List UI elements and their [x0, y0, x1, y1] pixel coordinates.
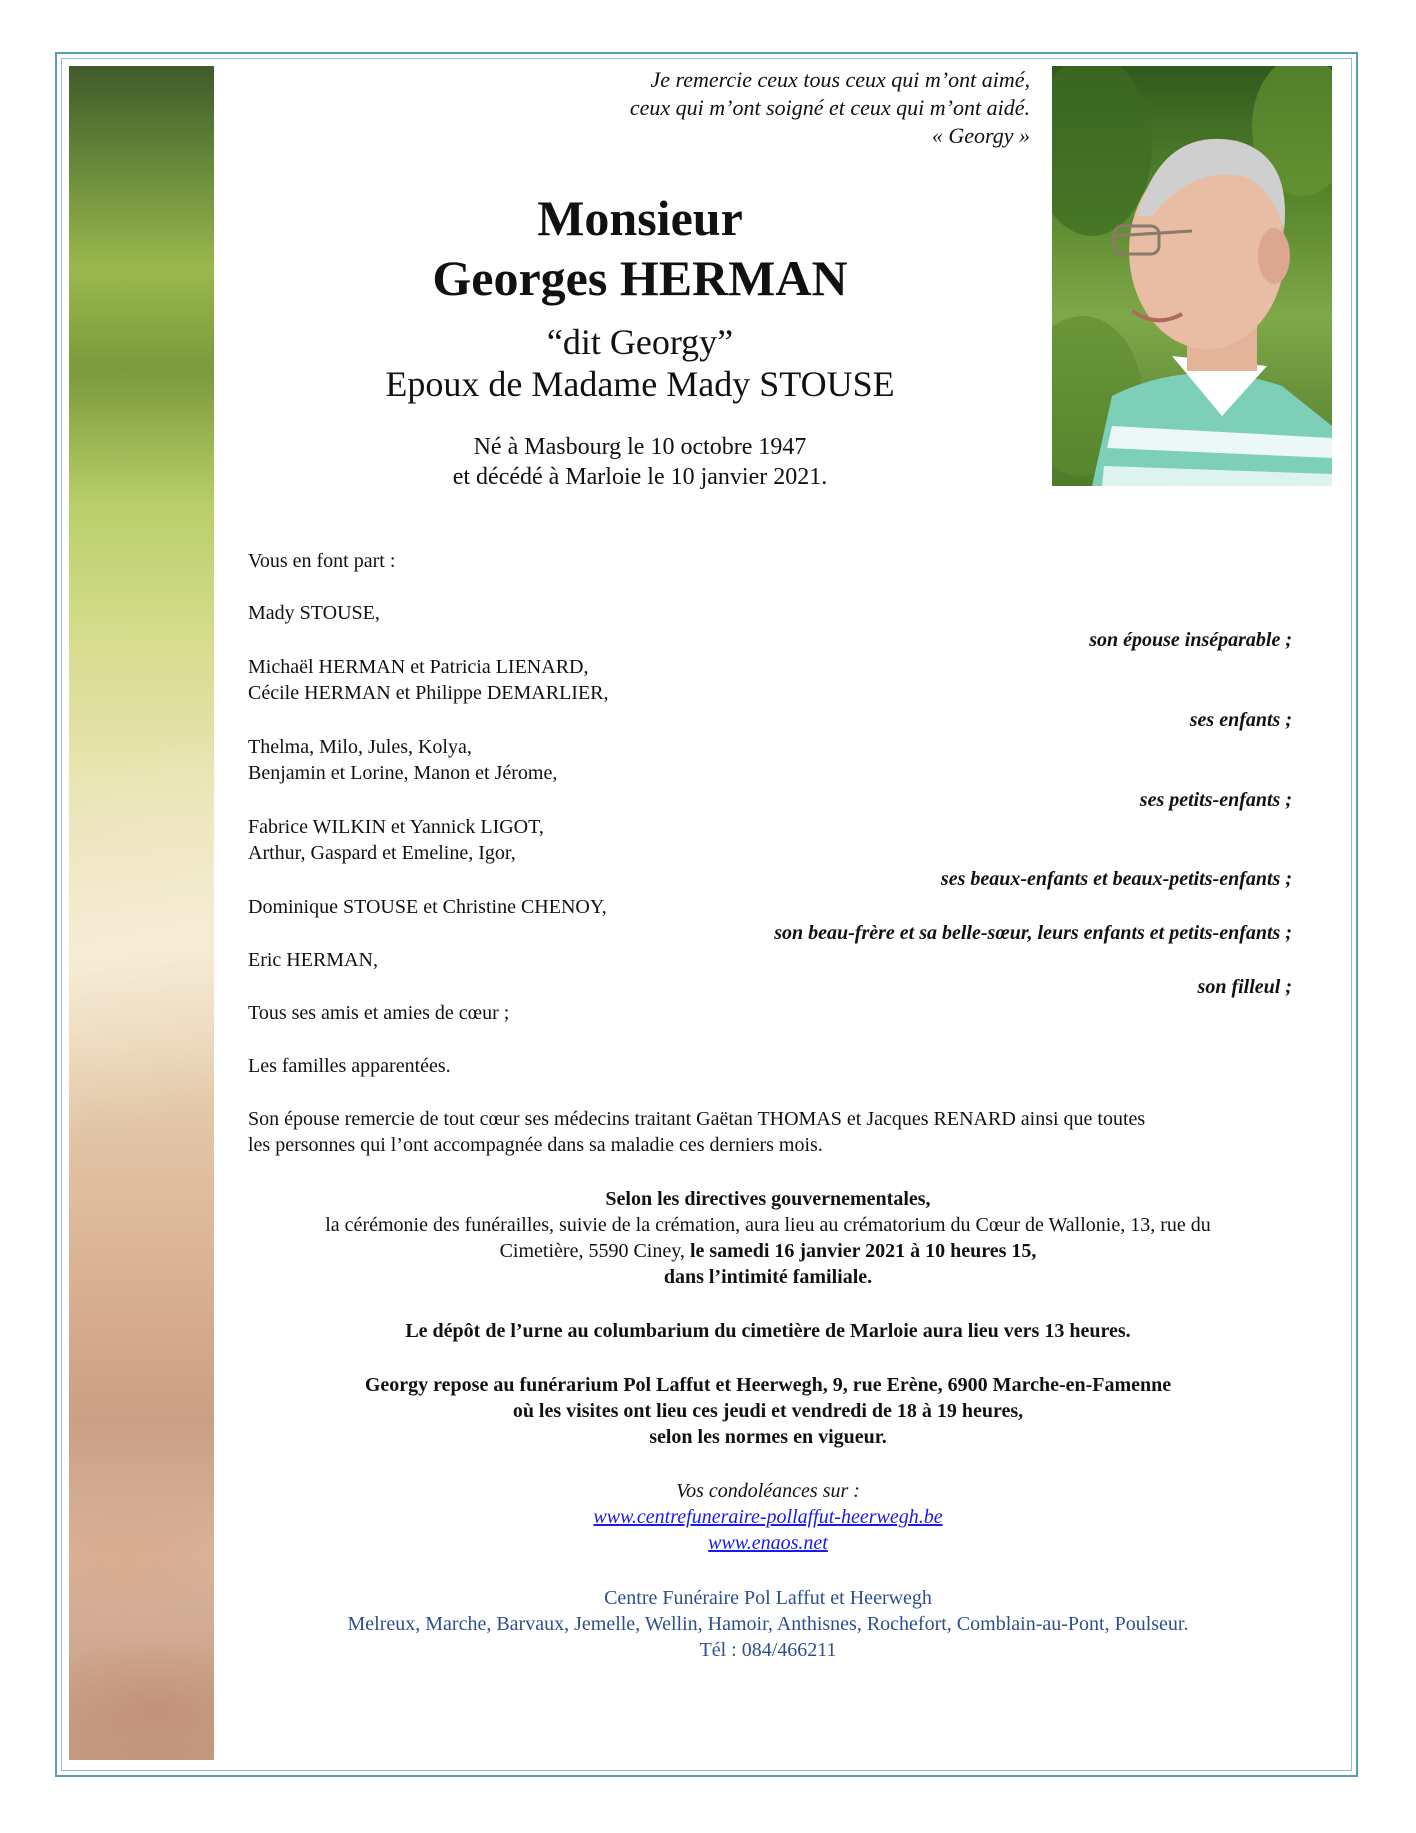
deceased-name: Georges HERMAN — [432, 250, 848, 306]
condolences-label: Vos condoléances sur : — [676, 1480, 860, 1502]
footer-company: Centre Funéraire Pol Laffut et Heerwegh — [604, 1587, 932, 1609]
spouse-line: Epoux de Madame Mady STOUSE — [385, 364, 895, 404]
visits-block — [248, 1372, 1288, 1450]
birth-death-dates — [250, 432, 1030, 492]
condolences-link-funeral-center[interactable]: www.centrefuneraire-pollaffut-heerwegh.be — [593, 1506, 943, 1528]
relation-grandchildren: ses petits-enfants ; — [1139, 789, 1292, 811]
condolences-link-enaos[interactable]: www.enaos.net — [708, 1532, 828, 1554]
footer-block — [248, 1585, 1288, 1663]
ceremony-line-3: dans l’intimité familiale. — [663, 1266, 873, 1288]
family-group-3-line-1: Thelma, Milo, Jules, Kolya, — [248, 736, 472, 758]
family-group-1-line-1: Mady STOUSE, — [248, 602, 380, 624]
death-line: et décédé à Marloie le 10 janvier 2021. — [452, 464, 828, 490]
thanks-line-2: les personnes qui l’ont accompagnée dans sa maladie ces derniers mois. — [248, 1134, 823, 1156]
family-group-2-line-1: Michaël HERMAN et Patricia LIENARD, — [248, 656, 589, 678]
ceremony-line-2 — [248, 1238, 1288, 1264]
forest-path-image — [69, 66, 214, 1760]
portrait-photo — [1052, 66, 1332, 486]
family-group-5-line-1: Dominique STOUSE et Christine CHENOY, — [248, 896, 607, 918]
family-group-4-line-1: Fabrice WILKIN et Yannick LIGOT, — [248, 816, 544, 838]
ceremony-block — [248, 1186, 1288, 1290]
visits-line-1: Georgy repose au funérarium Pol Laffut et Heerwegh, 9, rue Erène, 6900 Marche-en-Famenne — [364, 1374, 1172, 1396]
honorific-title: Monsieur — [537, 190, 743, 246]
portrait-illustration — [1052, 66, 1332, 486]
birth-line: Né à Masbourg le 10 octobre 1947 — [473, 434, 807, 460]
urn-deposit: Le dépôt de l’urne au columbarium du cimetière de Marloie aura lieu vers 13 heures. — [405, 1320, 1131, 1342]
family-group-2-line-2: Cécile HERMAN et Philippe DEMARLIER, — [248, 682, 609, 704]
ceremony-line-1: la cérémonie des funérailles, suivie de la crémation, aura lieu au crématorium du Cœur de Wallonie, 13, rue du — [325, 1214, 1211, 1236]
footer-phone: Tél : 084/466211 — [699, 1639, 837, 1661]
family-group-4-line-2: Arthur, Gaspard et Emeline, Igor, — [248, 842, 516, 864]
relation-godson: son filleul ; — [1197, 976, 1292, 998]
visits-line-3: selon les normes en vigueur. — [649, 1426, 887, 1448]
family-group-3-line-2: Benjamin et Lorine, Manon et Jérome, — [248, 762, 558, 784]
family-intro: Vous en font part : — [248, 550, 396, 572]
nickname: “dit Georgy” — [546, 322, 734, 362]
ceremony-address: Cimetière, 5590 Ciney, — [499, 1240, 690, 1262]
friends-line: Tous ses amis et amies de cœur ; — [248, 1002, 510, 1024]
epigraph-signature: « Georgy » — [931, 123, 1030, 148]
epigraph-line-1: Je remercie ceux tous ceux qui m’ont aimé, — [650, 67, 1030, 92]
relation-stepchildren: ses beaux-enfants et beaux-petits-enfants ; — [940, 868, 1292, 890]
visits-line-2: où les visites ont lieu ces jeudi et vendredi de 18 à 19 heures, — [512, 1400, 1024, 1422]
thanks-paragraph — [248, 1106, 1288, 1158]
family-group-6-line-1: Eric HERMAN, — [248, 949, 378, 971]
epigraph — [420, 66, 1030, 150]
ceremony-heading: Selon les directives gouvernementales, — [605, 1188, 931, 1210]
relation-children: ses enfants ; — [1189, 709, 1292, 731]
thanks-line-1: Son épouse remercie de tout cœur ses médecins traitant Gaëtan THOMAS et Jacques RENARD ainsi que toutes — [248, 1108, 1146, 1130]
condolences-block — [248, 1478, 1288, 1556]
relatives-line: Les familles apparentées. — [248, 1055, 451, 1077]
relation-spouse: son épouse inséparable ; — [1089, 629, 1292, 651]
epigraph-line-2: ceux qui m’ont soigné et ceux qui m’ont aidé. — [629, 95, 1030, 120]
relation-brother-in-law: son beau-frère et sa belle-sœur, leurs enfants et petits-enfants ; — [774, 922, 1292, 944]
ceremony-datetime: le samedi 16 janvier 2021 à 10 heures 15, — [689, 1240, 1037, 1262]
footer-locations: Melreux, Marche, Barvaux, Jemelle, Wellin, Hamoir, Anthisnes, Rochefort, Comblain-au-Pont, Poulseur. — [347, 1613, 1189, 1635]
